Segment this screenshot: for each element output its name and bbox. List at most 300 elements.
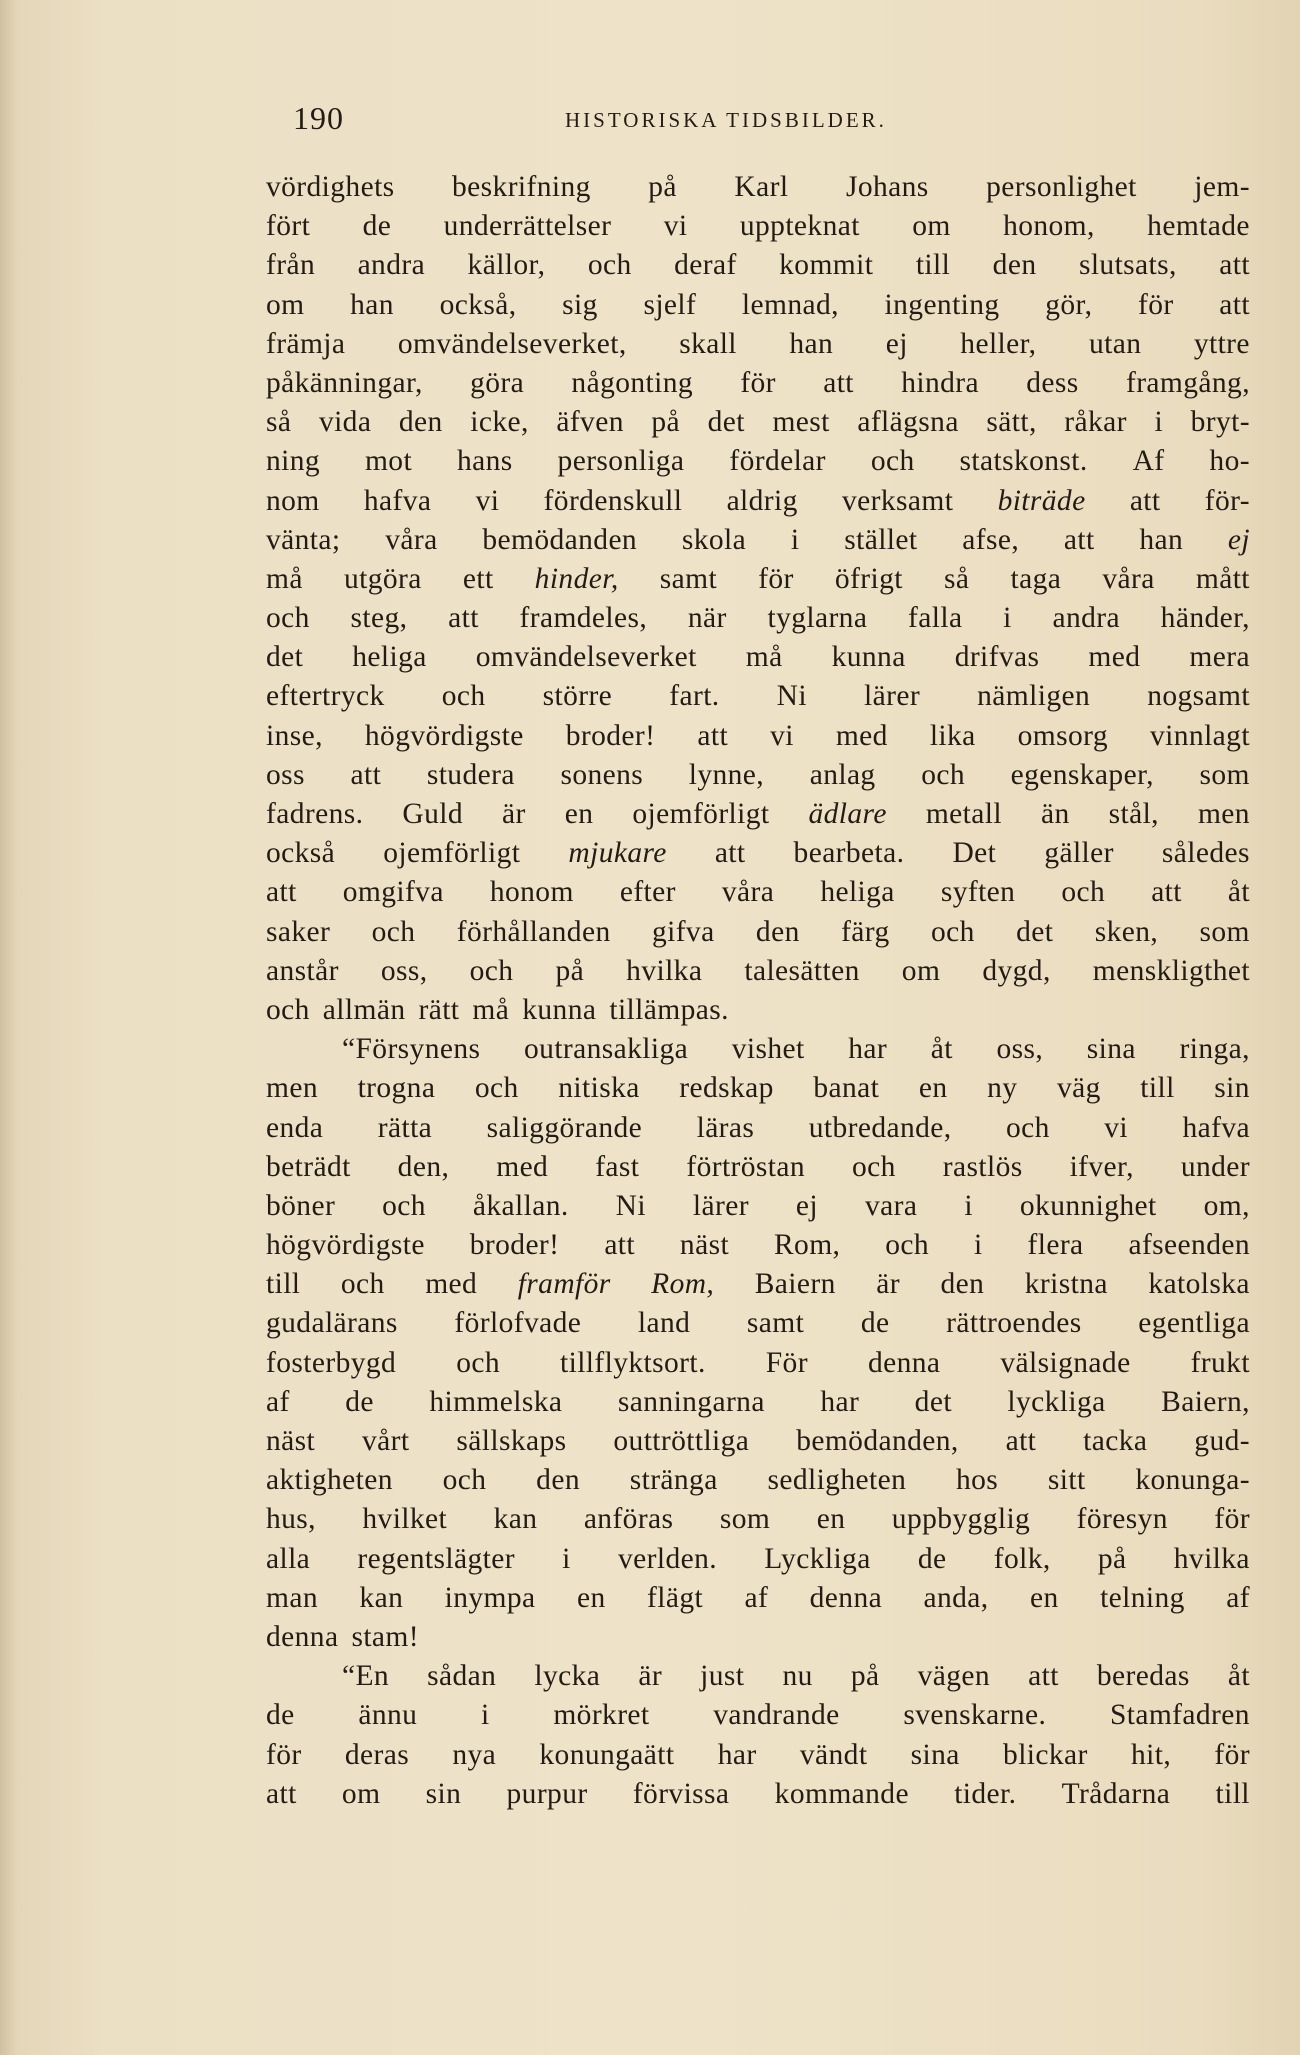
word: Lyckliga <box>764 1542 871 1575</box>
word: verksamt <box>842 484 954 517</box>
word: aktigheten <box>266 1464 393 1497</box>
word: andra <box>357 249 426 282</box>
word: beskrifning <box>452 171 591 203</box>
word: den <box>940 1268 985 1301</box>
word: råkar <box>1064 406 1127 439</box>
word: de <box>362 210 392 243</box>
word: personlighet <box>986 171 1137 203</box>
word: källor, <box>467 249 546 282</box>
word: om <box>266 288 305 321</box>
word: vinnlagt <box>1150 719 1250 752</box>
word: till <box>1140 1072 1175 1105</box>
word: fosterbygd <box>266 1346 397 1379</box>
word: böner <box>266 1189 336 1222</box>
word: okunnighet <box>1019 1189 1157 1222</box>
word: frukt <box>1190 1346 1250 1379</box>
word: ej <box>1227 523 1250 556</box>
word: en <box>1030 1581 1059 1614</box>
text-line <box>266 1304 1250 1343</box>
word: lemnad, <box>741 288 839 321</box>
word: beredas <box>1096 1660 1190 1693</box>
word: hos <box>955 1464 999 1497</box>
word: ho- <box>1209 445 1250 478</box>
word: och <box>885 1229 930 1262</box>
word: för <box>1214 1503 1250 1536</box>
word: det <box>707 406 745 439</box>
word: våra <box>721 876 775 909</box>
word: sätt, <box>986 406 1037 439</box>
word: till <box>266 1268 301 1301</box>
word: en <box>576 1581 606 1614</box>
word: att <box>1219 249 1250 282</box>
word: heliga <box>820 876 895 909</box>
word: åt <box>1227 876 1250 909</box>
word: äfven <box>556 406 624 439</box>
word: också <box>266 837 336 870</box>
word: att <box>714 837 746 870</box>
word: för <box>758 562 794 595</box>
word: tillämpas. <box>609 993 729 1026</box>
word: när <box>687 602 727 635</box>
word: statskonst. <box>959 445 1088 478</box>
word: af <box>266 1385 290 1418</box>
page-header <box>265 100 1255 140</box>
word: kommit <box>779 249 874 282</box>
word: Baiern <box>754 1268 836 1301</box>
word: purpur <box>506 1777 588 1810</box>
word: för <box>266 1738 302 1771</box>
word: sina <box>1086 1033 1136 1066</box>
word: högvördigste <box>266 1229 425 1262</box>
word: med <box>1088 641 1141 674</box>
word: är <box>876 1268 900 1301</box>
word: för- <box>1204 484 1250 517</box>
word: hemtade <box>1147 210 1250 243</box>
word: hvilka <box>1173 1542 1250 1575</box>
text-line <box>266 1187 1250 1226</box>
word: det <box>1016 915 1054 948</box>
word: ifver, <box>1069 1150 1134 1183</box>
word: utbredande, <box>808 1111 952 1144</box>
word: skola <box>681 523 747 556</box>
word: allmän <box>322 993 406 1026</box>
word: på <box>1097 1542 1127 1575</box>
text-line <box>266 1265 1250 1304</box>
word: ännu <box>358 1699 418 1732</box>
text-line <box>266 677 1250 716</box>
word: än <box>1040 798 1070 830</box>
word: fördenskull <box>543 484 683 517</box>
word: anföras <box>583 1503 674 1536</box>
word: Ni <box>776 680 807 713</box>
word: stränga <box>629 1464 718 1497</box>
word: hafva <box>363 484 432 517</box>
word: må <box>266 562 303 595</box>
text-line <box>266 1618 1250 1657</box>
word: om <box>901 954 941 987</box>
word: vördighets <box>266 171 395 203</box>
word: Karl <box>734 171 789 203</box>
word: främja <box>266 327 346 360</box>
text-line <box>266 364 1250 403</box>
word: således <box>1161 837 1250 870</box>
word: förvissa <box>632 1777 730 1810</box>
word: ingenting <box>884 288 1000 321</box>
word: de <box>860 1307 890 1340</box>
word: Guld <box>402 798 463 830</box>
word: göra <box>470 366 525 399</box>
word: stål, <box>1108 798 1159 830</box>
word: honom, <box>1003 210 1095 243</box>
text-line <box>266 717 1250 756</box>
word: den <box>536 1464 580 1497</box>
word: att <box>1028 1660 1059 1693</box>
word: talesätten <box>744 954 860 987</box>
word: ett <box>462 562 494 595</box>
word: den, <box>397 1150 450 1183</box>
word: eftertryck <box>266 680 385 713</box>
word: sanningarna <box>617 1385 765 1418</box>
word: Af <box>1132 445 1165 478</box>
word: med <box>496 1150 549 1183</box>
word: outransakliga <box>524 1033 689 1066</box>
word: att <box>1005 1425 1037 1457</box>
word: land <box>637 1307 691 1340</box>
word: tacka <box>1083 1425 1148 1457</box>
word: på <box>648 171 677 203</box>
word: tider. <box>954 1777 1017 1810</box>
word: färg <box>841 915 890 948</box>
word: vi <box>475 484 500 517</box>
word: på <box>651 406 681 439</box>
word: deraf <box>674 249 737 282</box>
word: och <box>474 1072 519 1105</box>
word: de <box>345 1385 374 1418</box>
word: har <box>820 1385 860 1418</box>
word: sjelf <box>643 288 697 321</box>
word: nogsamt <box>1147 680 1250 713</box>
word: fadrens. <box>266 798 364 830</box>
word: en <box>564 798 594 830</box>
word: näst <box>679 1229 730 1262</box>
word: saker <box>266 915 331 948</box>
text-line <box>266 991 1250 1030</box>
text-line <box>266 1030 1250 1069</box>
text-line <box>266 599 1250 638</box>
word: oss <box>266 758 305 791</box>
word: outtröttliga <box>613 1425 750 1457</box>
word: vårt <box>362 1425 410 1457</box>
word: egentliga <box>1138 1307 1250 1340</box>
text-line <box>266 1500 1250 1539</box>
word: hus, <box>266 1503 316 1536</box>
word: syften <box>940 876 1016 909</box>
word: hans <box>456 445 513 478</box>
word: i <box>562 1542 571 1575</box>
word: denna <box>867 1346 941 1379</box>
text-line <box>266 638 1250 677</box>
word: hvilket <box>362 1503 448 1536</box>
word: och <box>442 1464 487 1497</box>
word: Rom, <box>773 1229 841 1262</box>
word: händer, <box>1160 602 1250 635</box>
word: egenskaper, <box>1010 758 1154 791</box>
word: konungaätt <box>539 1738 675 1771</box>
word: folk, <box>993 1542 1051 1575</box>
text-line <box>266 913 1250 952</box>
word: på <box>555 954 585 987</box>
word: föresyn <box>1076 1503 1168 1536</box>
word: hafva <box>1182 1111 1250 1144</box>
word: af <box>1226 1581 1250 1614</box>
word: trogna <box>357 1072 436 1105</box>
word: de <box>266 1699 295 1732</box>
text-line <box>266 1657 1250 1696</box>
word: regentslägter <box>357 1542 515 1575</box>
word: broder! <box>469 1229 560 1262</box>
word: det <box>914 1385 952 1418</box>
word: med <box>425 1268 478 1301</box>
word: sig <box>562 288 598 321</box>
text-line <box>266 1226 1250 1265</box>
word: mot <box>364 445 413 478</box>
word: konunga- <box>1135 1464 1250 1497</box>
word: åt <box>930 1033 953 1066</box>
word: tillflyktsort. <box>560 1346 706 1379</box>
word: ädlare <box>808 798 887 830</box>
word: sin <box>425 1777 462 1810</box>
word: att <box>1063 523 1095 556</box>
word: sällskaps <box>456 1425 567 1457</box>
text-line <box>266 873 1250 912</box>
word: katolska <box>1148 1268 1250 1301</box>
word: aflägsna <box>857 406 959 439</box>
word: vida <box>318 406 372 439</box>
word: ej <box>795 1189 818 1222</box>
word: Rom, <box>651 1268 715 1301</box>
word: han <box>789 327 834 360</box>
word: nu <box>782 1660 813 1693</box>
word: den <box>755 915 800 948</box>
text-line <box>266 795 1250 834</box>
word: lyckliga <box>1007 1385 1106 1418</box>
word: kunna <box>522 993 597 1026</box>
word: Johans <box>845 171 929 203</box>
word: andra <box>1052 602 1120 635</box>
word: är <box>638 1660 663 1693</box>
word: större <box>542 680 613 713</box>
word: gäller <box>1044 837 1114 870</box>
word: som <box>1199 758 1250 791</box>
word: må <box>472 993 510 1026</box>
word: blickar <box>1003 1738 1088 1771</box>
word: och <box>852 1150 896 1183</box>
word: må <box>745 641 783 674</box>
word: Stamfadren <box>1109 1699 1250 1732</box>
word: förhållanden <box>456 915 611 948</box>
word: nya <box>452 1738 497 1771</box>
word: och <box>382 1189 426 1222</box>
word: för <box>740 366 776 399</box>
word: i <box>1154 406 1164 439</box>
text-line <box>266 1069 1250 1108</box>
word: och <box>456 1346 500 1379</box>
word: någonting <box>571 366 694 399</box>
word: För <box>765 1346 808 1379</box>
word: redskap <box>679 1072 774 1105</box>
word: heller, <box>960 327 1037 360</box>
word: omgifva <box>342 876 444 909</box>
word: för <box>1214 1738 1250 1771</box>
word: nämligen <box>977 680 1091 713</box>
word: svenskarne. <box>903 1699 1047 1732</box>
word: dygd, <box>982 954 1051 987</box>
word: beträdt <box>266 1150 351 1183</box>
word: att <box>350 758 382 791</box>
word: så <box>266 406 292 439</box>
word: Trådarna <box>1061 1777 1171 1810</box>
word: Det <box>952 837 997 870</box>
word: för <box>1138 288 1174 321</box>
word: högvördigste <box>364 719 524 752</box>
word: stam! <box>351 1620 419 1653</box>
word: falla <box>908 602 963 635</box>
word: men <box>266 1072 318 1105</box>
word: telning <box>1100 1581 1185 1614</box>
word: bearbeta. <box>793 837 905 870</box>
word: anlag <box>809 758 876 791</box>
word: läras <box>696 1111 755 1144</box>
word: kommande <box>774 1777 909 1810</box>
word: om <box>912 210 951 243</box>
word: är <box>502 798 526 830</box>
word: framgång, <box>1125 366 1250 399</box>
word: samt <box>746 1307 805 1340</box>
text-line <box>266 1383 1250 1422</box>
word: icke, <box>470 406 529 439</box>
word: också, <box>439 288 517 321</box>
word: ringa, <box>1179 1033 1250 1066</box>
word: det <box>266 641 304 674</box>
word: oss, <box>996 1033 1044 1066</box>
word: sken, <box>1094 915 1159 948</box>
word: den <box>398 406 443 439</box>
word: och <box>870 445 915 478</box>
word: men <box>1197 798 1250 830</box>
word: lika <box>929 719 976 752</box>
text-line <box>266 168 1250 207</box>
text-line <box>266 1696 1250 1735</box>
word: och <box>921 758 965 791</box>
text-line <box>266 246 1250 285</box>
word: omvändelseverket <box>475 641 697 674</box>
word: saliggörande <box>486 1111 643 1144</box>
word: och <box>469 954 514 987</box>
word: alla <box>266 1542 311 1575</box>
word: att <box>1219 288 1250 321</box>
word: aldrig <box>726 484 798 517</box>
word: att <box>1129 484 1161 517</box>
text-line <box>266 1148 1250 1187</box>
word: vi <box>1104 1111 1129 1144</box>
word: de <box>917 1542 947 1575</box>
word: deras <box>344 1738 410 1771</box>
word: förtröstan <box>686 1150 806 1183</box>
word: flera <box>1027 1229 1084 1262</box>
word: underrättelser <box>443 210 612 243</box>
word: omsorg <box>1017 719 1109 752</box>
word: man <box>266 1581 318 1614</box>
word: “Försynens <box>342 1033 481 1066</box>
word: så <box>944 562 970 595</box>
word: biträde <box>997 484 1086 517</box>
word: vi <box>663 210 688 243</box>
word: “En <box>342 1660 390 1693</box>
word: som <box>719 1503 771 1536</box>
word: utan <box>1088 327 1142 360</box>
word: att <box>1151 876 1182 909</box>
word: har <box>717 1738 757 1771</box>
word: våra <box>385 523 438 556</box>
word: lärer <box>864 680 921 713</box>
word: heliga <box>352 641 427 674</box>
word: dess <box>1026 366 1079 399</box>
word: rättroendes <box>946 1307 1082 1340</box>
word: steg, <box>350 602 408 635</box>
word: vägen <box>917 1660 991 1693</box>
word: studera <box>426 758 515 791</box>
body-text <box>266 168 1250 1814</box>
text-line <box>266 834 1250 873</box>
word: sin <box>1214 1072 1250 1105</box>
word: lynne, <box>688 758 765 791</box>
word: och <box>371 915 416 948</box>
word: och <box>1061 876 1106 909</box>
word: till <box>1215 1777 1250 1810</box>
word: afseenden <box>1128 1229 1250 1262</box>
word: hvilka <box>626 954 703 987</box>
word: efter <box>619 876 676 909</box>
word: afse, <box>962 523 1020 556</box>
text-line <box>266 482 1250 521</box>
word: som <box>1199 915 1250 948</box>
text-line <box>266 403 1250 442</box>
word: i <box>481 1699 490 1732</box>
text-line <box>266 286 1250 325</box>
text-line <box>266 1736 1250 1775</box>
word: gifva <box>651 915 715 948</box>
word: gör, <box>1045 288 1093 321</box>
word: om, <box>1203 1189 1250 1222</box>
word: jem- <box>1194 171 1250 203</box>
word: framför <box>517 1268 611 1301</box>
word: metall <box>925 798 1002 830</box>
word: af <box>744 1581 769 1614</box>
word: ojemförligt <box>383 837 521 870</box>
word: sedligheten <box>767 1464 907 1497</box>
word: mått <box>1195 562 1250 595</box>
word: en <box>816 1503 846 1536</box>
text-line <box>266 521 1250 560</box>
word: hinder, <box>534 562 619 595</box>
word: denna <box>809 1581 883 1614</box>
word: anda, <box>923 1581 989 1614</box>
word: åkallan. <box>472 1189 569 1222</box>
word: sitt <box>1047 1464 1086 1497</box>
text-line <box>266 442 1250 481</box>
word: och <box>266 993 310 1026</box>
text-line <box>266 325 1250 364</box>
